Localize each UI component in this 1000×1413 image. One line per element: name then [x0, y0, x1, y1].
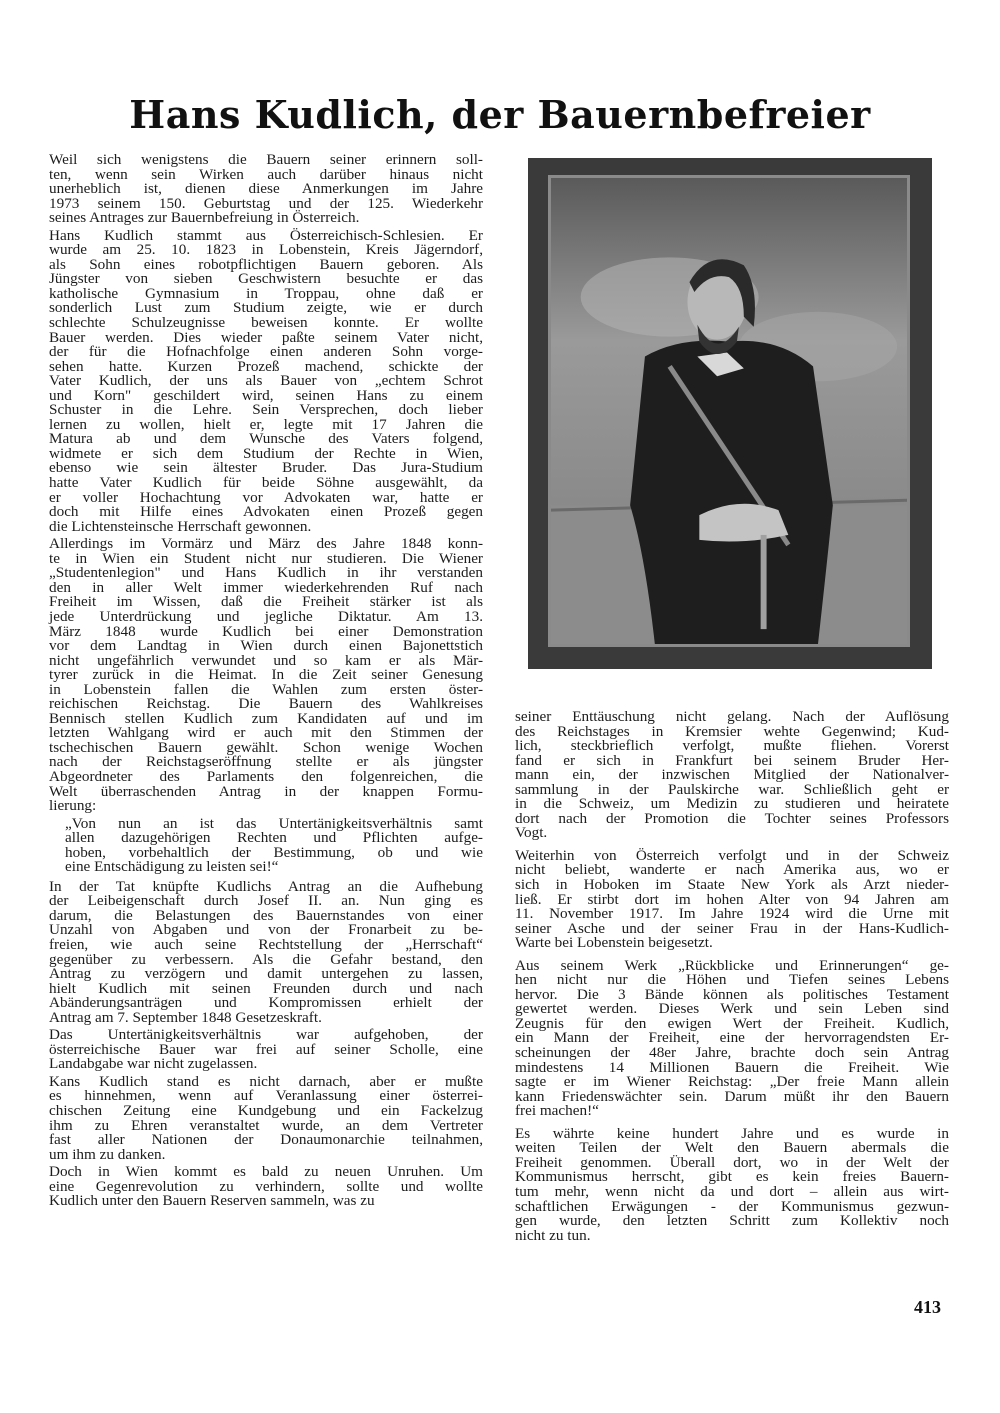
- text-line: jede Unterdrückung und jegliche Diktatur. Am 13.: [49, 607, 483, 625]
- text-line: schlechte Schulzeugnisse beweisen konnte. Er wollte: [49, 314, 483, 332]
- text-line: sammlung in der Paulskirche war. Schließlich geht er: [515, 780, 949, 798]
- paragraph: [515, 710, 949, 841]
- text-line: des Reichstages in Kremsier wehte Gegenwind; Kud-: [515, 722, 949, 740]
- paragraph: [49, 1165, 483, 1209]
- text-line: hervor. Die 3 Bände können als politisches Testament: [515, 985, 949, 1003]
- text-line: Abänderungsanträgen und Kompromissen erhielt der: [49, 994, 483, 1012]
- text-line: der für die Hofnachfolge einen anderen Sohn vorge-: [49, 343, 483, 361]
- text-line: weiten Teilen der Welt den Bauern abermals die: [515, 1139, 949, 1157]
- text-line: Warte bei Lobenstein beigesetzt.: [515, 934, 713, 952]
- text-line: Matura ab und dem Wunsche des Vaters folgend,: [49, 430, 483, 448]
- portrait-painting: [528, 158, 932, 669]
- text-line: gen wurde, den letzten Schritt zum Kollektiv noch: [515, 1212, 949, 1230]
- text-line: lich, steckbrieflich verfolgt, mußte fliehen. Vorerst: [515, 737, 949, 755]
- text-line: in Lobenstein fallen die Wahlen zum ersten öster-: [49, 680, 483, 698]
- text-line: reichischen Reichstag. Die Bauern des Wahlkreises: [49, 695, 483, 713]
- text-line: kann Friedenswächter sein. Darum müßt ihr den Bauern: [515, 1087, 949, 1105]
- text-line: um ihm zu danken.: [49, 1145, 166, 1163]
- text-line: „Studentenlegion" und Hans Kudlich in ihr verstanden: [49, 564, 483, 582]
- text-line: eine Gegenrevolution zu verhindern, sollte und wollte: [49, 1177, 483, 1195]
- text-line: letzten Wahlgang wird er auch mit den Stimmen der: [49, 724, 483, 742]
- text-line: Jüngster von sieben Geschwistern besuchte er das: [49, 270, 483, 288]
- text-line: scheinungen der 48er Jahre, brachte doch sein Antrag: [515, 1044, 949, 1062]
- text-line: es hinnehmen, wenn auf Veranlassung einer österrei-: [49, 1087, 483, 1105]
- text-line: darum, die Belastungen des Bauernstandes von einer: [49, 906, 483, 924]
- block-quote: [65, 814, 483, 876]
- text-line: chischen Zeitung eine Kundgebung und ein Fackelzug: [49, 1102, 483, 1119]
- text-line: allen dazugehörigen Rechten und Pflichten aufge-: [65, 829, 483, 847]
- text-line: lernen zu wollen, hielt er, legte mit 17 Jahren die: [49, 415, 483, 433]
- text-line: tyrer zurück in die Heimat. In die Zeit seiner Genesung: [49, 666, 483, 684]
- text-line: Kommunismus herrscht, gibt es kein freies Bauern-: [515, 1168, 949, 1186]
- document-in-hand: [699, 504, 788, 542]
- text-line: unerheblich ist, dienen diese Anmerkungen im Jahre: [49, 180, 483, 198]
- text-line: Zeugnis für den ewigen Wert der Freiheit. Kudlich,: [515, 1014, 949, 1032]
- text-line: Unzahl von Abgaben und von der Fronarbeit zu be-: [49, 921, 483, 939]
- paragraph: [515, 846, 949, 952]
- paragraph: [49, 1072, 483, 1163]
- text-line: frei machen!“: [515, 1102, 599, 1120]
- text-line: als Sohn eines robotpflichtigen Bauern geboren. Als: [49, 255, 483, 273]
- text-line: den in aller Welt immer wiederkehrenden Ruf nach: [49, 578, 483, 596]
- text-line: Antrag zu verzögern und damit untergehen zu lassen,: [49, 965, 483, 983]
- text-line: ließ. Er stirbt dort im hohen Alter von 94 Jahren am: [515, 890, 949, 908]
- text-line: Kans Kudlich stand es nicht darnach, aber er mußte: [49, 1072, 483, 1090]
- text-line: wurde am 25. 10. 1823 in Lobenstein, Kreis Jägerndorf,: [49, 241, 483, 259]
- text-line: Weiterhin von Österreich verfolgt und in der Schweiz: [515, 846, 949, 864]
- text-line: Freiheit im Wissen, daß die Freiheit stärker ist als: [49, 593, 483, 611]
- text-line: März 1848 wurde Kudlich bei einer Demonstration: [49, 622, 483, 640]
- text-line: sich in Hoboken im Staate New York als Arzt nieder-: [515, 876, 949, 894]
- sword: [761, 535, 767, 629]
- text-line: mann ein, der inzwischen Mitglied der Nationalver-: [515, 766, 949, 784]
- text-line: hielt Kudlich mit seinen Freunden durch und nach: [49, 979, 483, 997]
- text-line: Doch in Wien kommt es bald zu neuen Unruhen. Um: [49, 1163, 483, 1181]
- text-line: hoben, vorbehaltlich der Bestimmung, ob und wie: [65, 843, 483, 861]
- text-line: sehen hatte. Kurzen Prozeß machend, schickte der: [49, 357, 483, 375]
- text-line: ebenso wie sein ältester Bruder. Das Jura-Studium: [49, 459, 483, 477]
- text-line: seiner Asche und der seiner Frau in der Hans-Kudlich-: [515, 919, 949, 937]
- text-line: Abgeordneter des Parlaments den folgenreichen, die: [49, 767, 483, 785]
- left-text-column: [49, 153, 483, 1209]
- paragraph: [49, 537, 483, 813]
- text-line: mindestens 14 Millionen Bauern die Freiheit. Wie: [515, 1058, 949, 1076]
- text-line: Welt überraschenden Antrag in der knappen Formu-: [49, 782, 483, 800]
- text-line: seiner Enttäuschung nicht gelang. Nach der Auflösung: [515, 708, 949, 725]
- text-line: Kudlich unter den Bauern Reserven sammeln, was zu: [49, 1192, 375, 1210]
- right-text-column: [515, 710, 949, 1243]
- text-line: österreichische Bauer war frei auf seiner Scholle, eine: [49, 1040, 483, 1058]
- text-line: er voller Hochachtung vor Advokaten war, hatte er: [49, 488, 483, 506]
- text-line: freien, wie auch seine Rechtstellung der „Herrschaft“: [49, 935, 483, 953]
- text-line: in die Schweiz, um Medizin zu studieren und heiratete: [515, 795, 949, 813]
- text-line: vor dem Landtag in Wien durch einen Bajonettstich: [49, 637, 483, 655]
- page-number: 413: [914, 1297, 941, 1317]
- text-line: dort nach der Promotion die Tochter seines Professors: [515, 809, 949, 827]
- article-title: Hans Kudlich, der Bauernbefreier: [129, 92, 871, 137]
- text-line: gewertet werden. Dieses Werk und sein Leben sind: [515, 1000, 949, 1018]
- figure-coat: [630, 341, 833, 644]
- text-line: Aus seinem Werk „Rückblicke und Erinnerungen“ ge-: [515, 956, 949, 974]
- paragraph: [49, 877, 483, 1026]
- text-line: Allerdings im Vormärz und März des Jahre 1848 konn-: [49, 535, 483, 553]
- text-line: Schuster in die Lehre. Sein Versprechen, doch lieber: [49, 401, 483, 419]
- text-line: nicht ungefährlich verwundet und so kam er als Mär-: [49, 651, 483, 669]
- paragraph: [515, 956, 949, 1120]
- text-line: Vater Kudlich, der uns als Bauer von „echtem Schrot: [49, 372, 483, 390]
- paragraph: [515, 1124, 949, 1244]
- portrait-image: [551, 178, 907, 644]
- text-line: nach der Reichstagseröffnung stellte er als jüngster: [49, 753, 483, 771]
- text-line: ihm zu Ehren veranstaltet wurde, an dem Vertreter: [49, 1116, 483, 1134]
- painting-canvas: [548, 175, 910, 647]
- text-line: 11. November 1917. Im Jahre 1924 wird die Urne mit: [515, 905, 949, 923]
- text-line: te in Wien ein Student nicht nur studieren. Die Wiener: [49, 549, 483, 567]
- text-line: fand er sich in Frankfurt bei seinem Bruder Her-: [515, 751, 949, 769]
- text-line: eine Entschädigung zu leisten sei!“: [65, 858, 279, 876]
- text-line: Freiheit genommen. Überall dort, wo in der Welt der: [515, 1153, 949, 1171]
- text-line: der Leibeigenschaft durch Josef II. an. Nun ging es: [49, 892, 483, 910]
- text-line: sonderlich Lust zum Studium zeigte, wie er durch: [49, 299, 483, 317]
- text-line: Landabgabe war nicht zugelassen.: [49, 1055, 258, 1073]
- text-line: Hans Kudlich stammt aus Österreichisch-Schlesien. Er: [49, 226, 483, 244]
- text-line: sagte er im Wiener Reichstag: „Der freie Mann allein: [515, 1073, 949, 1091]
- text-line: widmete er sich dem Studium der Rechte in Wien,: [49, 444, 483, 462]
- text-line: tschechischen Bauern gewählt. Schon wenige Wochen: [49, 738, 483, 756]
- text-line: Antrag am 7. September 1848 Gesetzeskraft.: [49, 1008, 322, 1026]
- paragraph: [49, 226, 483, 535]
- text-line: tum mehr, wenn nicht da und dort – allein aus wirt-: [515, 1182, 949, 1200]
- text-line: Weil sich wenigstens die Bauern seiner erinnern soll-: [49, 151, 483, 168]
- text-line: seines Antrages zur Bauernbefreiung in Österreich.: [49, 209, 360, 227]
- text-line: 1973 seinem 150. Geburtstag und der 125. Wiederkehr: [49, 194, 483, 212]
- text-line: Bennisch stellen Kudlich zum Kandidaten auf und im: [49, 709, 483, 727]
- text-line: Bauer werden. Dies wieder paßte seinem Vater nicht,: [49, 328, 483, 346]
- text-line: hen nicht nur die Höhen und Tiefen seines Lebens: [515, 971, 949, 989]
- text-line: und Korn" geschildert wird, seinen Hans zu einem: [49, 386, 483, 404]
- text-line: schaftlichen Erwägungen - der Kommunismus gezwun-: [515, 1197, 949, 1215]
- text-line: gegenüber zu verbessern. Als die Gefahr bestand, den: [49, 950, 483, 968]
- text-line: nicht zu tun.: [515, 1226, 591, 1244]
- text-line: doch mit Hilfe eines Advokaten einen Prozeß gegen: [49, 503, 483, 521]
- text-line: ein Mann der Freiheit, eine der hervorragendsten Er-: [515, 1029, 949, 1047]
- text-line: nicht beliebt, wanderte er nach Amerika aus, wo er: [515, 861, 949, 879]
- text-line: fast aller Nationen der Donaumonarchie teilnahmen,: [49, 1131, 483, 1149]
- text-line: Vogt.: [515, 824, 548, 842]
- paragraph: [49, 153, 483, 226]
- text-line: ten, wenn sein Wirken auch darüber hinaus nicht: [49, 165, 483, 183]
- text-line: Es währte keine hundert Jahre und es wurde in: [515, 1124, 949, 1142]
- text-line: hatte Vater Kudlich für beide Söhne ausgewählt, da: [49, 474, 483, 492]
- paragraph: [49, 1028, 483, 1072]
- text-line: „Von nun an ist das Untertänigkeitsverhältnis samt: [65, 814, 483, 832]
- text-line: lierung:: [49, 797, 97, 815]
- text-line: die Lichtensteinsche Herrschaft gewonnen.: [49, 517, 312, 535]
- text-line: katholische Gymnasium in Troppau, ohne daß er: [49, 284, 483, 302]
- text-line: Das Untertänigkeitsverhältnis war aufgehoben, der: [49, 1026, 483, 1044]
- text-line: In der Tat knüpfte Kudlichs Antrag an die Aufhebung: [49, 877, 483, 895]
